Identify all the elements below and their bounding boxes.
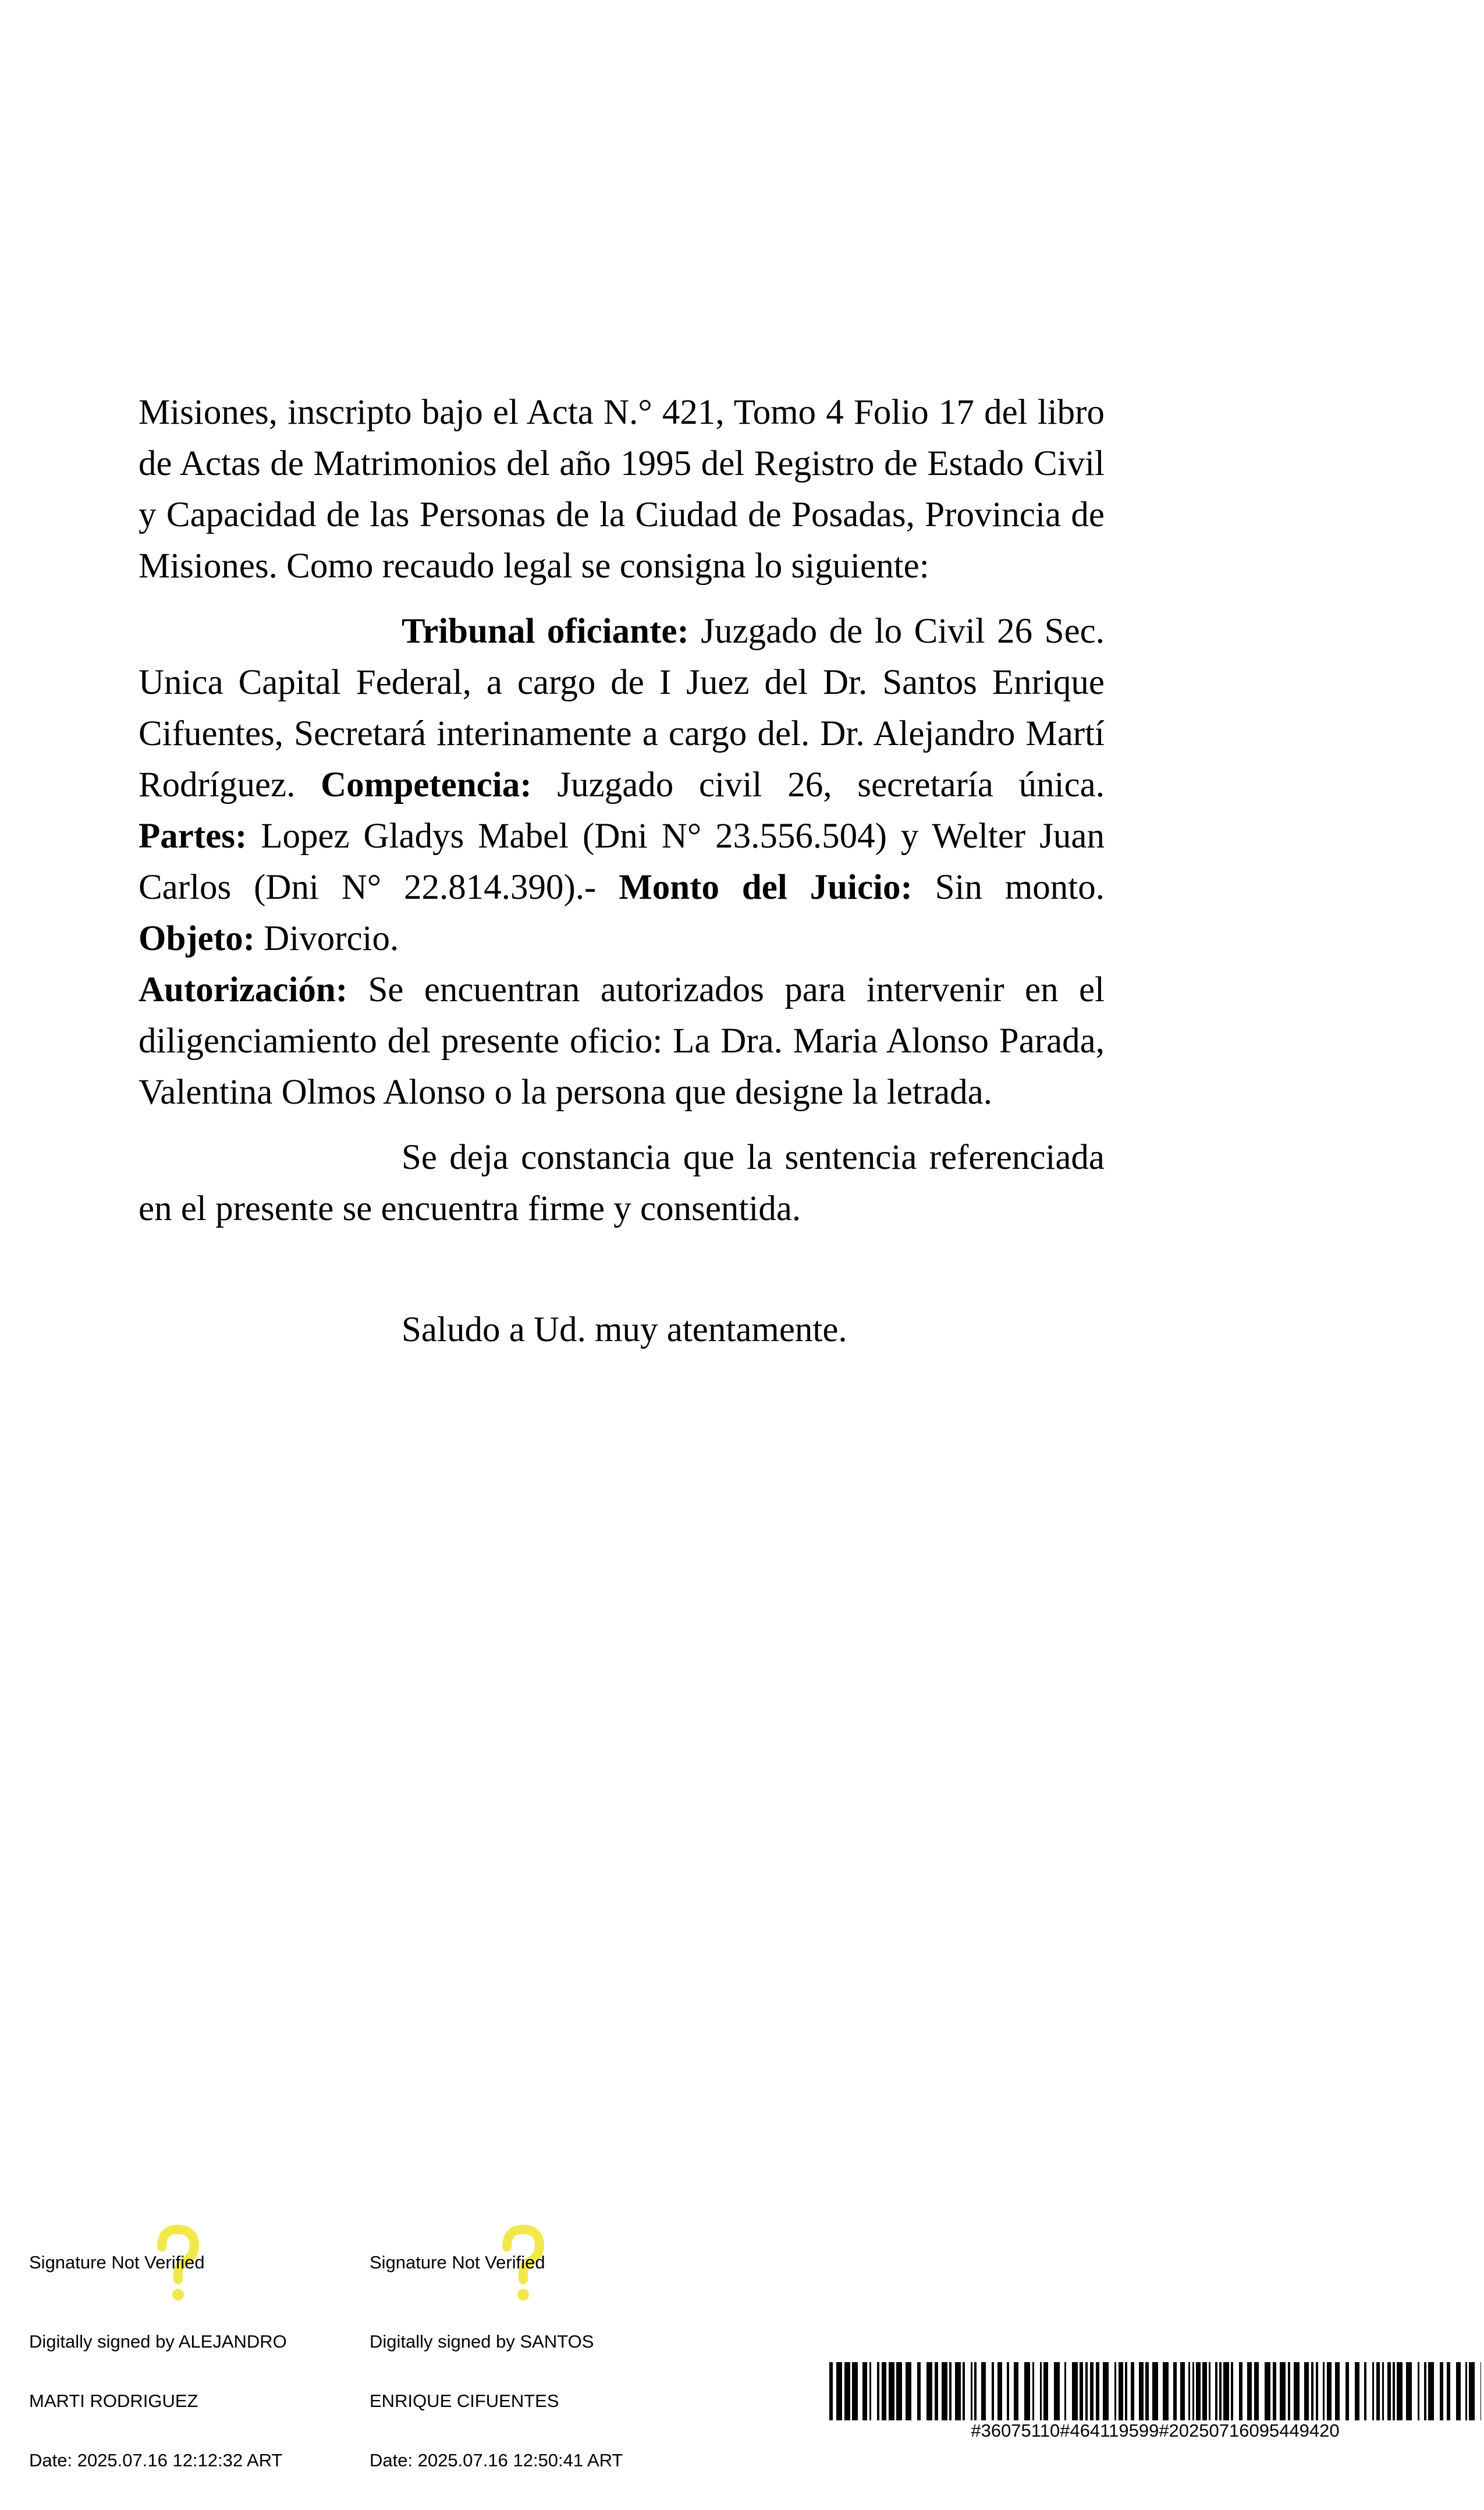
barcode-bar: [955, 2362, 961, 2420]
barcode-bar: [1382, 2362, 1384, 2420]
barcode-bar: [1294, 2362, 1300, 2420]
barcode-bar: [906, 2362, 911, 2420]
label-monto: Monto del Juicio:: [619, 868, 913, 907]
paragraph-constancia: Se deja constancia que la sentencia referenciada en el presente se encuentra firme y consentida.: [139, 1138, 1105, 1228]
closing-salutation: Saludo a Ud. muy atentamente.: [402, 1310, 847, 1349]
paragraph-autorizacion: Autorización: Se encuentran autorizados para intervenir en el diligenciamiento del presente oficio: La Dra. Maria Alonso Parada, Valentina Olmos Alonso o la persona que designe la letrada.: [139, 970, 1105, 1112]
barcode-bar: [1273, 2362, 1276, 2420]
signature-date: Date: 2025.07.16 12:50:41 ART: [370, 2450, 623, 2470]
barcode-bar: [1163, 2362, 1169, 2420]
barcode-bar: [1231, 2362, 1233, 2420]
barcode-bar: [889, 2362, 894, 2420]
barcode-bar: [844, 2362, 850, 2420]
label-autorizacion: Autorización:: [139, 970, 348, 1009]
label-competencia: Competencia:: [321, 765, 532, 804]
label-tribunal: Tribunal oficiante:: [402, 612, 689, 651]
barcode-bar: [1376, 2362, 1380, 2420]
barcode-bar: [1327, 2362, 1332, 2420]
signature-status: Signature Not Verified: [29, 2252, 205, 2273]
barcode-bar: [1311, 2362, 1313, 2420]
signature-signer-name: MARTI RODRIGUEZ: [29, 2391, 198, 2411]
barcode-bar: [1173, 2362, 1177, 2420]
document-body: [139, 387, 1105, 1356]
barcode-bar: [862, 2362, 867, 2420]
barcode-bar: [1335, 2362, 1340, 2420]
barcode-bar: [1247, 2362, 1252, 2420]
barcode-bar: [1219, 2362, 1222, 2420]
barcode-bar: [877, 2362, 879, 2420]
signature-date: Date: 2025.07.16 12:12:32 ART: [29, 2450, 283, 2470]
barcode-bar: [1288, 2362, 1290, 2420]
barcode-bar: [1043, 2362, 1048, 2420]
barcode-bar: [1345, 2362, 1349, 2420]
barcode-bar: [1215, 2362, 1217, 2420]
barcode-bar: [1119, 2362, 1123, 2420]
paragraph-marriage-record: Misiones, inscripto bajo el Acta N.° 421, Tomo 4 Folio 17 del libro de Actas de Matrimonios del año 1995 del Registro de Estado Civil y Capacidad de las Personas de la Ciudad de Posadas, Provincia de Misiones. Como recaudo legal se consigna lo siguiente:: [139, 393, 1105, 586]
barcode-bar: [1239, 2362, 1242, 2420]
barcode-bar: [1316, 2362, 1318, 2420]
barcode-bar: [935, 2362, 938, 2420]
barcode-bar: [1387, 2362, 1391, 2420]
barcode-bar: [974, 2362, 977, 2420]
barcode-bar: [829, 2362, 833, 2420]
barcode-bar: [1024, 2362, 1030, 2420]
signature-signer: Digitally signed by SANTOS: [370, 2331, 594, 2352]
signature-signer: Digitally signed by ALEJANDRO: [29, 2331, 287, 2352]
barcode-bar: [1014, 2362, 1018, 2420]
barcode-bar: [1090, 2362, 1094, 2420]
barcode-bar: [1440, 2362, 1443, 2420]
barcode-bar: [852, 2362, 858, 2420]
barcode-bar: [1192, 2362, 1194, 2420]
barcode-bar: [1131, 2362, 1134, 2420]
barcode-bar: [1054, 2362, 1060, 2420]
barcode-bar: [1096, 2362, 1099, 2420]
barcode-bar: [1188, 2362, 1190, 2420]
barcode-number: #36075110#464119599#20250716095449420: [971, 2420, 1340, 2441]
signature-status: Signature Not Verified: [370, 2252, 545, 2273]
barcode-bar: [949, 2362, 952, 2420]
barcode-bar: [1064, 2362, 1066, 2420]
barcode-bar: [1139, 2362, 1144, 2420]
barcode-bar: [971, 2362, 972, 2420]
signature-signer-name: ENRIQUE CIFUENTES: [370, 2391, 559, 2411]
barcode-bar: [1085, 2362, 1088, 2420]
signature-block-rodriguez: [29, 2213, 287, 2510]
barcode-bar: [1397, 2362, 1403, 2420]
barcode-bar: [1196, 2362, 1201, 2420]
barcode-bar: [997, 2362, 1002, 2420]
barcode-bar: [896, 2362, 902, 2420]
barcode-bar: [1114, 2362, 1116, 2420]
barcode-bar: [1223, 2362, 1229, 2420]
barcode-bar: [1152, 2362, 1158, 2420]
barcode-bar: [1428, 2362, 1434, 2420]
barcode-bar: [1393, 2362, 1395, 2420]
barcode-bar: [1469, 2362, 1475, 2420]
barcode-bar: [1040, 2362, 1042, 2420]
barcode-bar: [1424, 2362, 1426, 2420]
barcode-bar: [992, 2362, 994, 2420]
barcode-bar: [1323, 2362, 1325, 2420]
barcode-bar: [882, 2362, 886, 2420]
barcode-bar: [1145, 2362, 1149, 2420]
barcode-bar: [1125, 2362, 1127, 2420]
barcode-bar: [1364, 2362, 1366, 2420]
label-objeto: Objeto:: [139, 919, 255, 958]
barcode-bar: [981, 2362, 986, 2420]
barcode-bar: [1103, 2362, 1109, 2420]
barcode-bar: [1032, 2362, 1034, 2420]
barcode-bar: [1007, 2362, 1009, 2420]
barcode-bar: [1456, 2362, 1461, 2420]
barcode-bar: [1372, 2362, 1374, 2420]
barcode-bar: [917, 2362, 921, 2420]
barcode-bar: [1465, 2362, 1467, 2420]
barcode-bar: [1265, 2362, 1270, 2420]
barcode-area: [829, 2362, 1481, 2441]
barcode-bar: [1447, 2362, 1450, 2420]
barcode-bar: [1209, 2362, 1210, 2420]
barcode: [829, 2362, 1481, 2420]
barcode-bar: [926, 2362, 932, 2420]
barcode-bar: [869, 2362, 871, 2420]
paragraph-tribunal: Tribunal oficiante: Juzgado de lo Civil 26 Sec. Unica Capital Federal, a cargo de I Juez del Dr. Santos Enrique Cifuentes, Secretará interinamente a cargo del. Dr. Alejandro Martí Rodríguez. Competencia: Juzgado civil 26, secretaría única. Partes: Lopez Gladys Mabel (Dni N° 23.556.504) y Welter Juan Carlos (Dni N° 22.814.390).- Monto del Juicio: Sin monto. Objeto: Divorcio.: [139, 612, 1105, 958]
barcode-bar: [1202, 2362, 1207, 2420]
barcode-bar: [963, 2362, 965, 2420]
barcode-bar: [1280, 2362, 1286, 2420]
label-partes: Partes:: [139, 817, 247, 856]
barcode-bar: [1180, 2362, 1185, 2420]
barcode-bar: [1080, 2362, 1083, 2420]
barcode-bar: [1254, 2362, 1259, 2420]
barcode-bar: [942, 2362, 947, 2420]
signature-block-cifuentes: [370, 2213, 623, 2510]
barcode-bar: [1406, 2362, 1412, 2420]
barcode-bar: [1072, 2362, 1078, 2420]
barcode-bar: [836, 2362, 842, 2420]
barcode-bar: [1355, 2362, 1359, 2420]
barcode-bar: [1304, 2362, 1309, 2420]
barcode-bar: [1418, 2362, 1419, 2420]
